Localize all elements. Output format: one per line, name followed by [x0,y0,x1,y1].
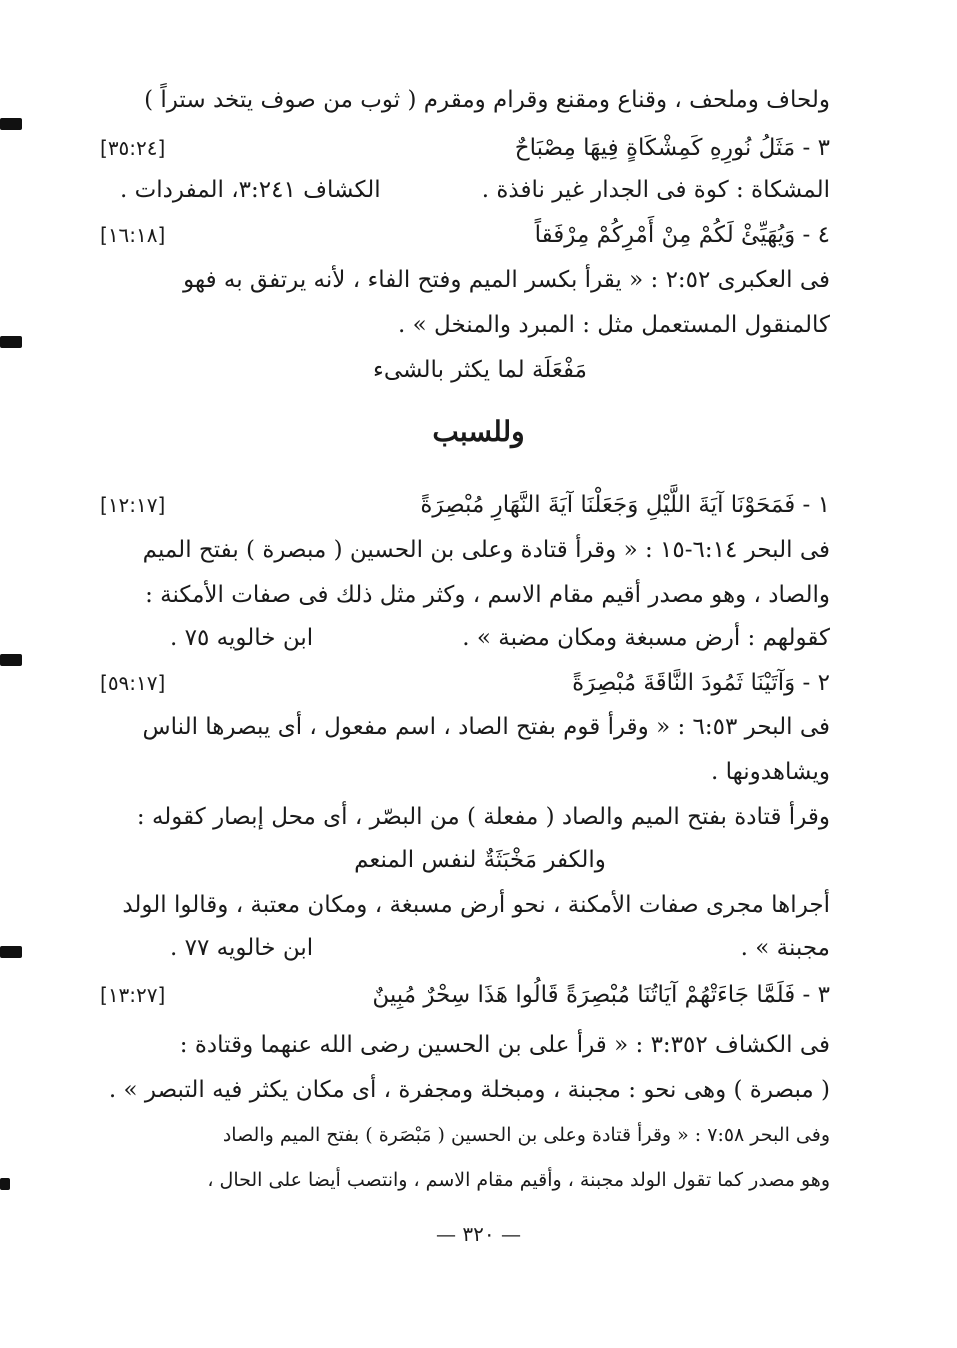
verse-text: ٤ - وَيُهَيِّئْ لَكُمْ مِنْ أَمْرِكُمْ مِرْفَقاً [534,222,830,248]
text-line: ولحاف وملحف ، وقناع ومقنع وقرام ومقرم ( ثوب من صوف يتخد ستراً ) [144,87,830,113]
text-line: فى البحر ٦:٥٣ : « وقرأ قوم بفتح الصاد ، اسم مفعول ، أى يبصرها الناس [142,714,830,740]
page-number: — ٣٢٠ — [436,1222,521,1246]
verse-text: ٣ - فَلَمَّا جَاءَتْهُمْ آيَاتُنَا مُبْصِرَةً قَالُوا هَذَا سِحْرٌ مُبِينٌ [372,982,830,1008]
text-line: أجراها مجرى صفات الأمكنة ، نحو أرض مسبغة ، ومكان معتبة ، وقالوا الولد [122,892,830,918]
verse-text: ٢ - وَآتَيْنَا ثَمُودَ النَّاقَةَ مُبْصِرَةً [572,670,830,696]
text-line: كالمنقول المستعمل مثل : المبرد والمنخل » . [398,312,830,338]
citation: ابن خالويه ٧٥ . [170,625,314,651]
verse-reference: [١٦:١٨] [100,223,166,247]
verse-line [100,485,830,525]
verse-line [100,975,830,1015]
verse-reference: [١٣:٢٧] [100,983,166,1007]
verse-reference: [١٢:١٧] [100,493,166,517]
poetry-line: والكفر مَخْبَثَةٌ لنفس المنعم [354,847,606,873]
text-line: والصاد ، وهو مصدر أقيم مقام الاسم ، وكثر مثل ذلك فى صفات الأمكنة : [145,582,830,608]
line-text: كقولهم : أرض مسبغة ومكان مضبة » . [462,625,830,651]
verse-text: ١ - فَمَحَوْنَا آيَةَ اللَّيْلِ وَجَعَلْنَا آيَةَ النَّهَارِ مُبْصِرَةً [420,492,830,518]
text-line: ( مبصرة ) وهى نحو : مجبنة ، ومبخلة ومجفرة ، أى مكان يكثر فيه التبصر » . [108,1077,830,1103]
text-line: فى البحر ٦:١٤-١٥ : « وقرأ قتادة وعلى بن الحسين ( مبصرة ) بفتح الميم [142,537,830,563]
scan-mark [0,946,22,958]
verse-reference: [٣٥:٢٤] [100,136,166,160]
text-line: وهو مصدر كما تقول الولد مجبنة ، وأقيم مقام الاسم ، وانتصب أيضا على الحال ، [207,1169,830,1191]
line-text: المشكاة : كوة فى الجدار غير نافذة . [481,177,830,203]
verse-line [100,215,830,255]
text-line [100,928,830,968]
text-line [100,618,830,658]
text-line: وفى البحر ٧:٥٨ : « وقرأ قتادة وعلى بن الحسين ( مَبْصَرة ) بفتح الميم والصاد [222,1124,830,1146]
section-heading: وللسبب [432,415,525,448]
scan-mark [0,336,22,348]
scan-mark [0,654,22,666]
text-line: ويشاهدونها . [711,759,830,785]
scan-mark [0,1178,10,1190]
line-text: مجبنة » . [740,935,830,961]
scan-mark [0,118,22,130]
verse-line [100,128,830,168]
text-line: وقرأ قتادة بفتح الميم والصاد ( مفعلة ) من البصّر ، أى محل إبصار كقوله : [136,804,830,830]
verse-reference: [٥٩:١٧] [100,671,166,695]
citation: الكشاف ٣:٢٤١، المفردات . [120,177,381,203]
verse-text: ٣ - مَثَلُ نُورِهِ كَمِشْكَاةٍ فِيهَا مِصْبَاحٌ [514,135,830,161]
text-line: فى الكشاف ٣:٣٥٢ : « قرأ على بن الحسين رضى الله عنهما وقتادة : [179,1032,830,1058]
subtitle-line: مَفْعَلَة لما يكثر بالشىء [373,357,587,383]
citation: ابن خالويه ٧٧ . [170,935,314,961]
verse-line [100,663,830,703]
text-line [100,170,830,210]
text-line: فى العكبرى ٢:٥٢ : « يقرأ بكسر الميم وفتح الفاء ، لأنه يرتفق به فهو [183,267,830,293]
